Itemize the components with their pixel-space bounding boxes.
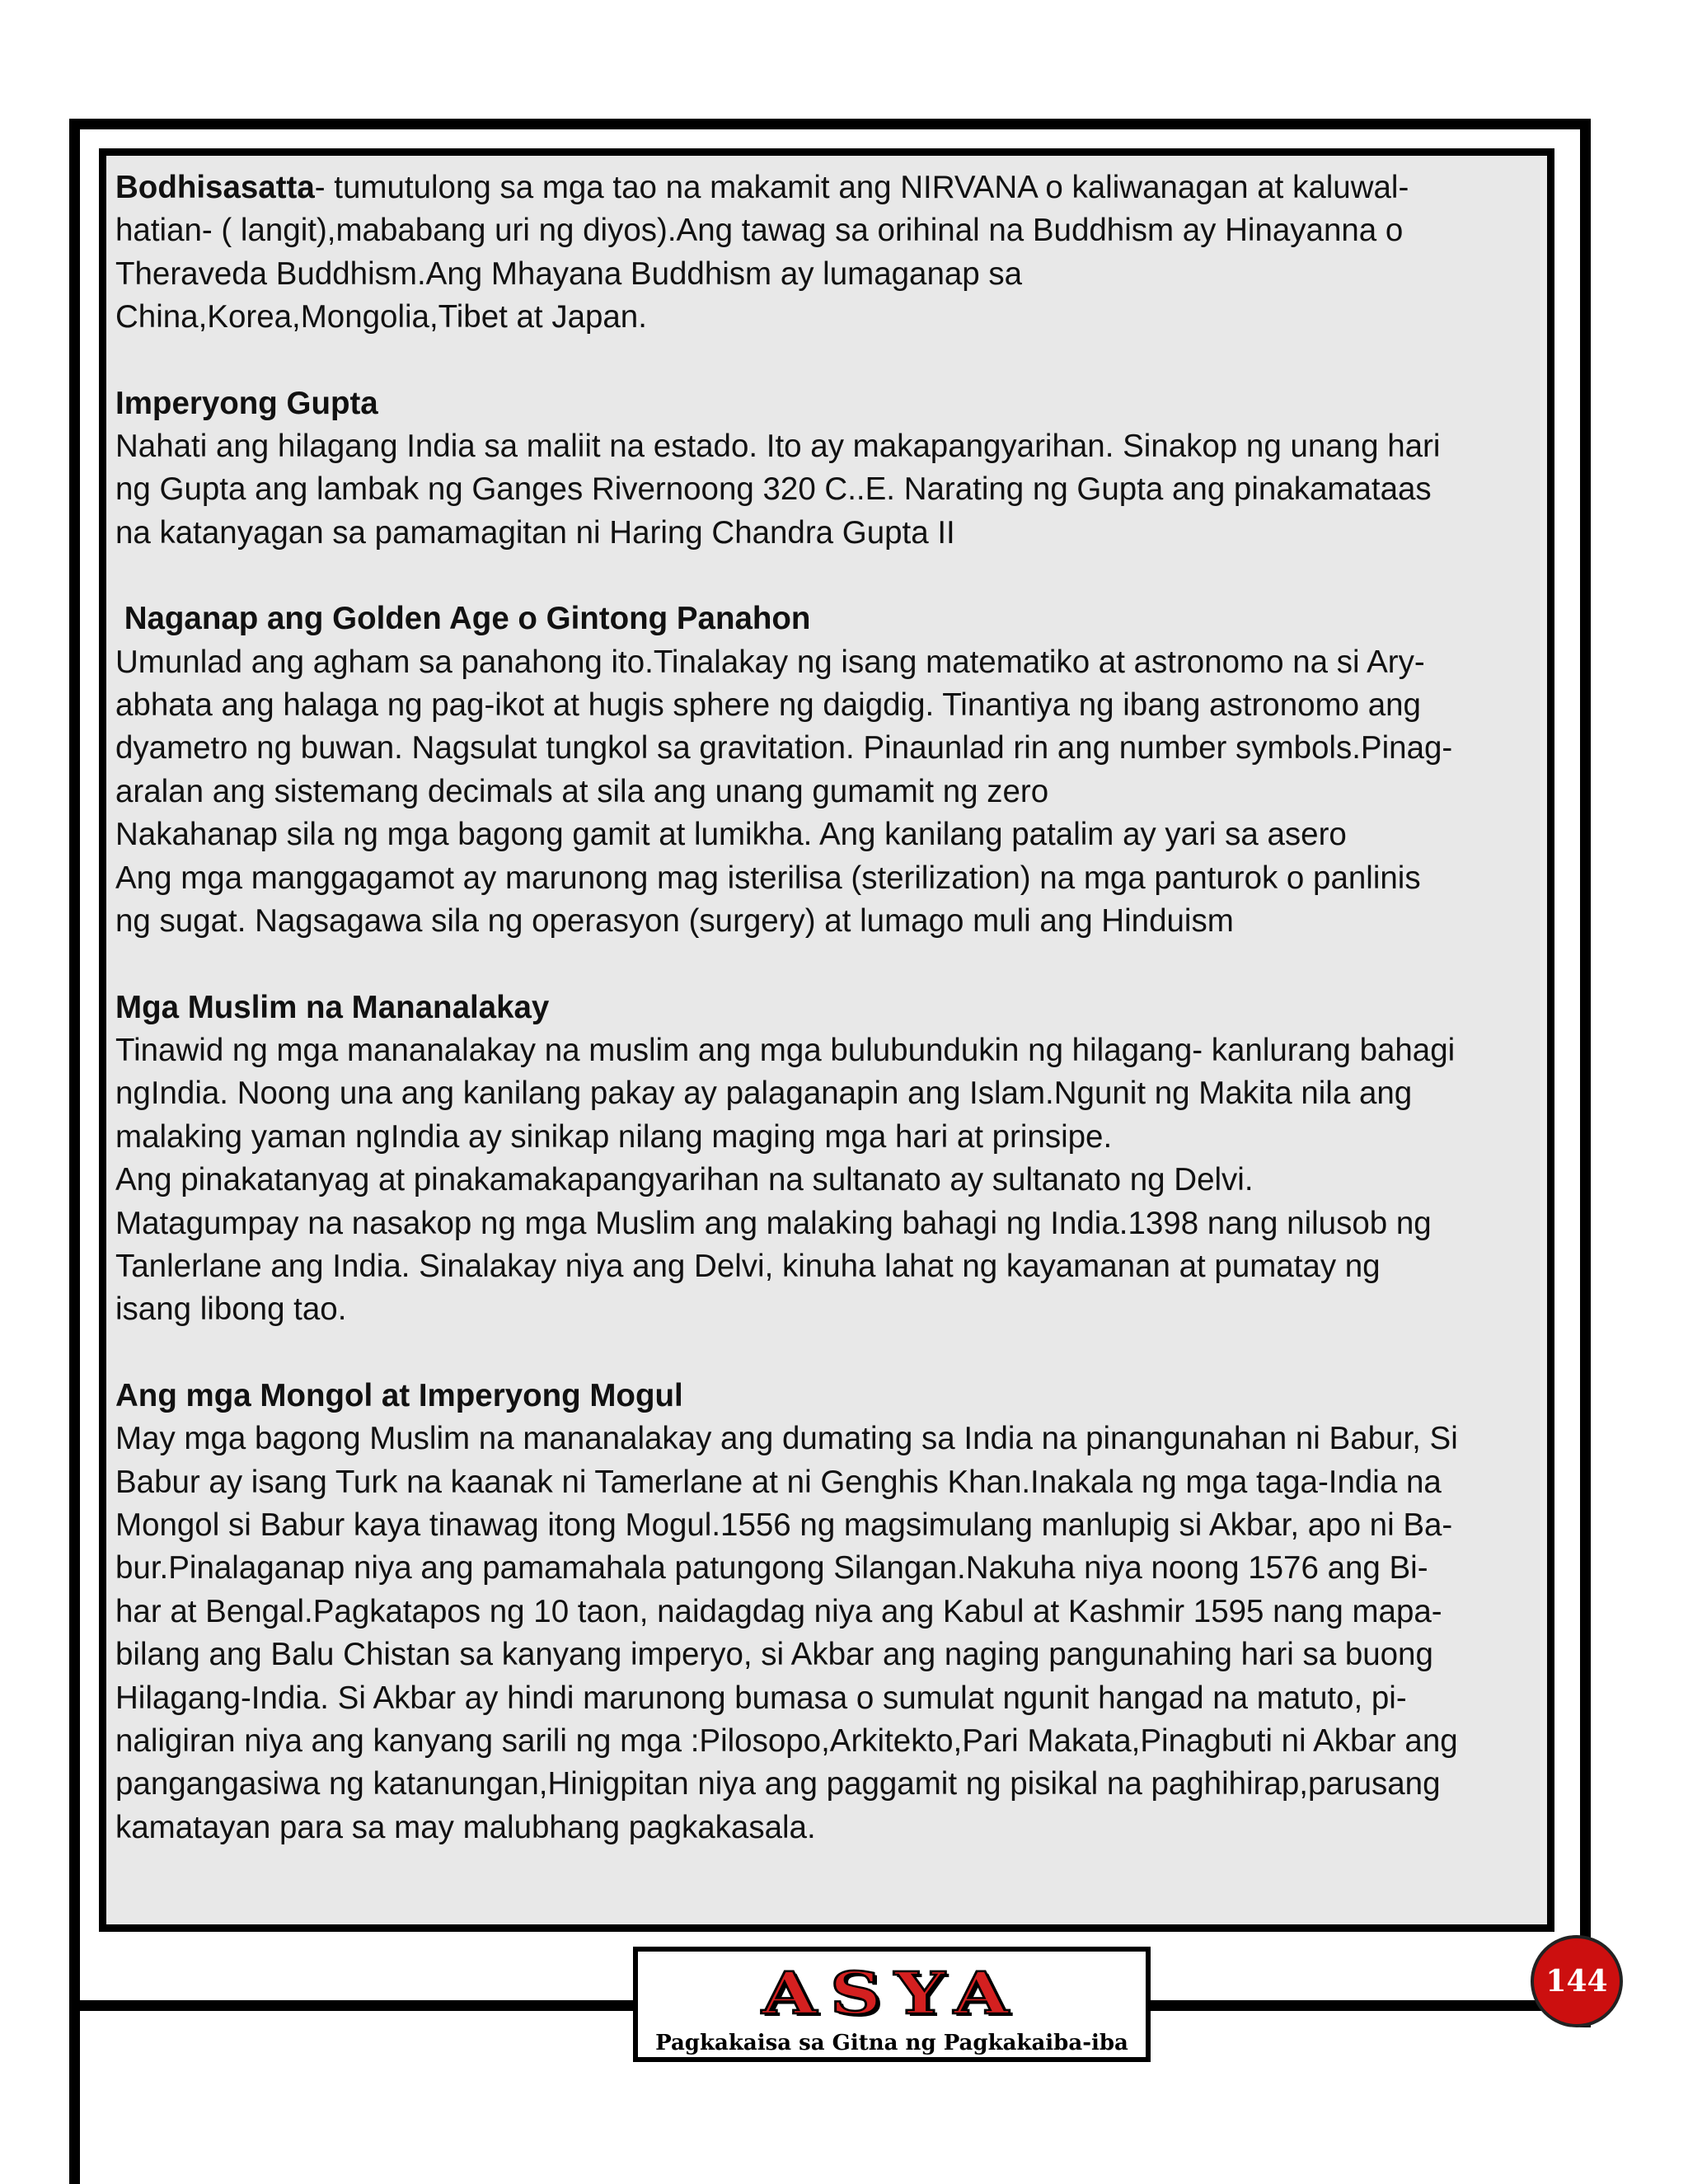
section-text: Tinawid ng mga mananalakay na muslim ang mga bulubundukin ng hilagang- kanlurang bahagi ngIndia. Noong una ang kanilang pakay ay palaganapin ang Islam.Ngunit ng Makita nila ang malaking yaman ngIndia ay sinikap nilang maging mga hari at prinsipe. Ang pinakatanyag at pinakamakapangyarihan na sultanato ay sultanato ng Delvi. Matagumpay na nasakop ng mga Muslim ang malaking bahagi ng India.1398 nang nilusob ng Tanlerlane ang India. Sinalakay niya ang Delvi, kinuha lahat ng kayamanan at pumatay ng isang libong tao. [115, 1032, 1456, 1328]
section-heading: Imperyong Gupta [115, 385, 378, 421]
section-heading: Mga Muslim na Mananalakay [115, 989, 550, 1025]
section-bodhisattva [115, 166, 1517, 340]
book-title: ASYA [762, 1959, 1022, 2027]
page-number-badge: 144 [1531, 1935, 1623, 2027]
section-heading: Ang mga Mongol at Imperyong Mogul [115, 1377, 683, 1413]
page-frame-right [1580, 119, 1591, 2027]
section-heading: Naganap ang Golden Age o Gintong Panahon [115, 601, 811, 637]
content-body [115, 166, 1517, 1849]
page-frame-top [69, 119, 1591, 129]
book-title-badge [633, 1947, 1151, 2062]
book-subtitle: Pagkakaisa sa Gitna ng Pagkakaiba-iba [655, 2031, 1128, 2055]
section-text: May mga bagong Muslim na mananalakay ang dumating sa India na pinangunahan ni Babur, Si Babur ay isang Turk na kaanak ni Tamerlane at ni Genghis Khan.Inakala ng mga taga-India na Mongol si Babur kaya tinawag itong Mogul.1556 ng magsimulang manlupig si Akbar, apo ni Ba- bur.Pinalaganap niya ang pamamahala patungong Silangan.Nakuha niya noong 1576 ang Bi- har at Bengal.Pagkatapos ng 10 taon, naidagdag niya ang Kabul at Kashmir 1595 nang mapa- bilang ang Balu Chistan sa kanyang imperyo, si Akbar ang naging pangunahing hari sa buong Hilagang-India. Si Akbar ay hindi marunong bumasa o sumulat ngunit hangad na matuto, pi- naligiran niya ang kanyang sarili ng mga :Pilosopo,Arkitekto,Pari Makata,Pinagbuti ni Akbar ang pangangasiwa ng katanungan,Hinigpitan niya ang paggamit ng pisikal na paghihirap,parusang kamatayan para sa may malubhang pagkakasala. [115, 1421, 1458, 1845]
section-text: Umunlad ang agham sa panahong ito.Tinalakay ng isang matematiko at astronomo na si Ary- abhata ang halaga ng pag-ikot at hugis sphere ng daigdig. Tinantiya ng ibang astronomo ang dyametro ng buwan. Nagsulat tungkol sa gravitation. Pinaunlad rin ang number symbols.Pinag- aralan ang sistemang decimals at sila ang unang gumamit ng zero Nakahanap sila ng mga bagong gamit at lumikha. Ang kanilang patalim ay yari sa asero Ang mga manggagamot ay marunong mag isterilisa (sterilization) na mga panturok o panlinis ng sugat. Nagsagawa sila ng operasyon (surgery) at lumago muli ang Hinduism [115, 644, 1453, 940]
lead-term: Bodhisasatta [115, 170, 315, 205]
section-text: - tumutulong sa mga tao na makamit ang NIRVANA o kaliwanagan at kaluwal- hatian- ( langit),mababang uri ng diyos).Ang tawag sa orihinal na Buddhism ay Hinayanna o Theraveda Buddhism.Ang Mhayana Buddhism ay lumaganap sa China,Korea,Mongolia,Tibet at Japan. [115, 170, 1409, 335]
page-frame-left [69, 119, 80, 2184]
section-text: Nahati ang hilagang India sa maliit na estado. Ito ay makapangyarihan. Sinakop ng unang hari ng Gupta ang lambak ng Ganges Rivernoong 320 C..E. Narating ng Gupta ang pinakamataas na katanyagan sa pamamagitan ni Haring Chandra Gupta II [115, 429, 1441, 551]
